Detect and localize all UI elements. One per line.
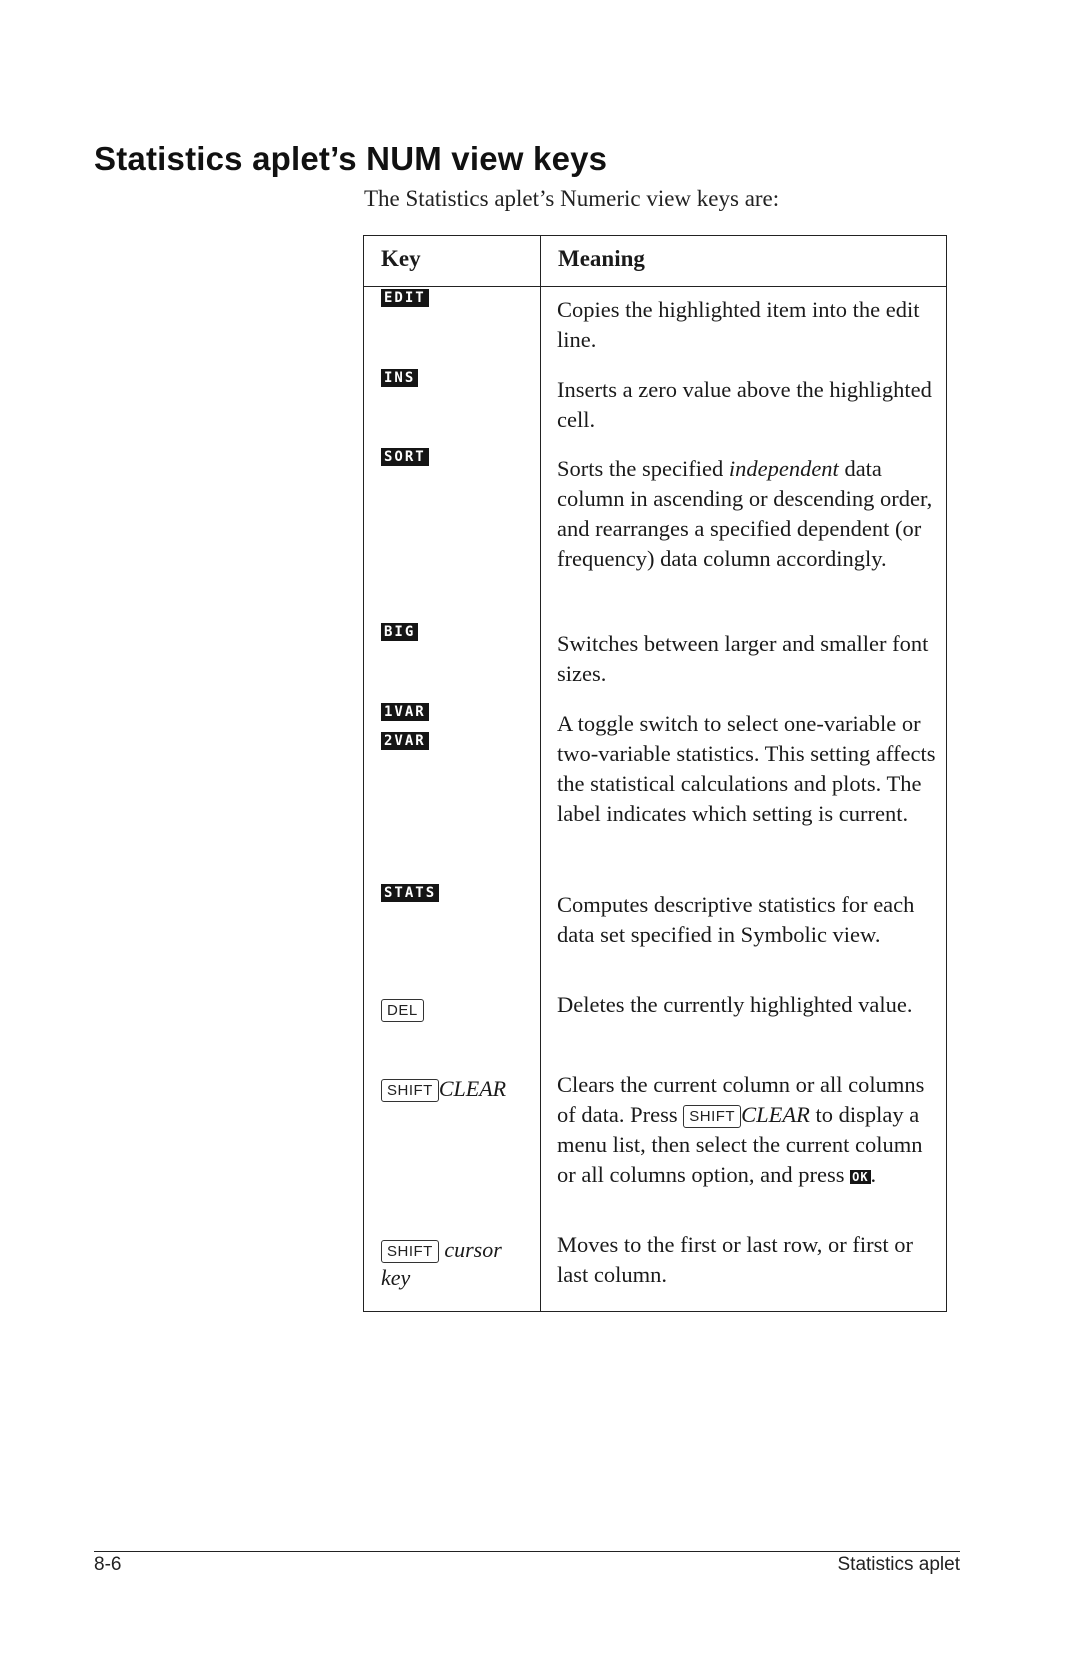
shift-key: SHIFT	[381, 1240, 439, 1263]
clear-label: CLEAR	[741, 1102, 810, 1127]
key-cell	[381, 363, 536, 389]
meaning-cell: Switches between larger and smaller font sizes.	[557, 631, 929, 686]
meaning-cell	[557, 454, 939, 574]
column-divider	[540, 236, 541, 1311]
key-cell	[381, 442, 536, 468]
meaning-text: Clears the current column or all columns of data. Press	[557, 1072, 925, 1127]
key-cell	[381, 283, 536, 309]
header-key: Key	[381, 246, 421, 271]
intro-text: The Statistics aplet’s Numeric view keys are:	[364, 186, 780, 211]
meaning-text: Sorts the specified	[557, 456, 729, 481]
meaning-cell	[557, 1070, 939, 1190]
sort-softkey: SORT	[381, 448, 429, 466]
meaning-text: to display a menu list, then select the current column or all columns option, and press	[557, 1102, 923, 1187]
key-cell	[381, 878, 536, 904]
key-cell	[381, 1236, 536, 1292]
key-cell	[381, 697, 536, 723]
del-key: DEL	[381, 999, 424, 1022]
meaning-cell: Moves to the first or last row, or first or last column.	[557, 1232, 913, 1287]
shift-key: SHIFT	[381, 1079, 439, 1102]
meaning-cell: Computes descriptive statistics for each data set specified in Symbolic view.	[557, 892, 915, 947]
big-softkey: BIG	[381, 623, 418, 641]
meaning-text: data column in ascending or descending order, and rearranges a specified dependent (or frequency) data column accordingly.	[557, 456, 933, 571]
shift-key: SHIFT	[683, 1105, 741, 1128]
1var-softkey: 1VAR	[381, 703, 429, 721]
key-cell	[381, 996, 536, 1022]
meaning-emphasis: independent	[728, 456, 839, 481]
meaning-cell: Copies the highlighted item into the edit line.	[557, 297, 920, 352]
stats-softkey: STATS	[381, 884, 439, 902]
header-meaning: Meaning	[558, 246, 645, 271]
ins-softkey: INS	[381, 369, 418, 387]
page-number: 8-6	[94, 1554, 122, 1575]
cursor-key-label: cursor key	[381, 1237, 502, 1290]
keys-table	[363, 235, 947, 1312]
meaning-text: .	[870, 1162, 877, 1187]
chapter-title: Statistics aplet	[837, 1554, 960, 1575]
ok-softkey: OK	[852, 1169, 869, 1184]
section-heading: Statistics aplet’s NUM view keys	[94, 140, 608, 177]
edit-softkey: EDIT	[381, 289, 429, 307]
meaning-cell: Deletes the currently highlighted value.	[557, 992, 913, 1017]
clear-label: CLEAR	[438, 1076, 507, 1101]
meaning-cell: A toggle switch to select one-variable or two-variable statistics. This setting affects the statistical calculations and plots. The label indicates which setting is current.	[557, 711, 936, 826]
footer-rule	[94, 1551, 960, 1552]
meaning-cell: Inserts a zero value above the highlighted cell.	[557, 377, 932, 432]
key-cell	[381, 1076, 536, 1102]
key-cell	[381, 726, 536, 752]
2var-softkey: 2VAR	[381, 732, 429, 750]
key-cell	[381, 617, 536, 643]
